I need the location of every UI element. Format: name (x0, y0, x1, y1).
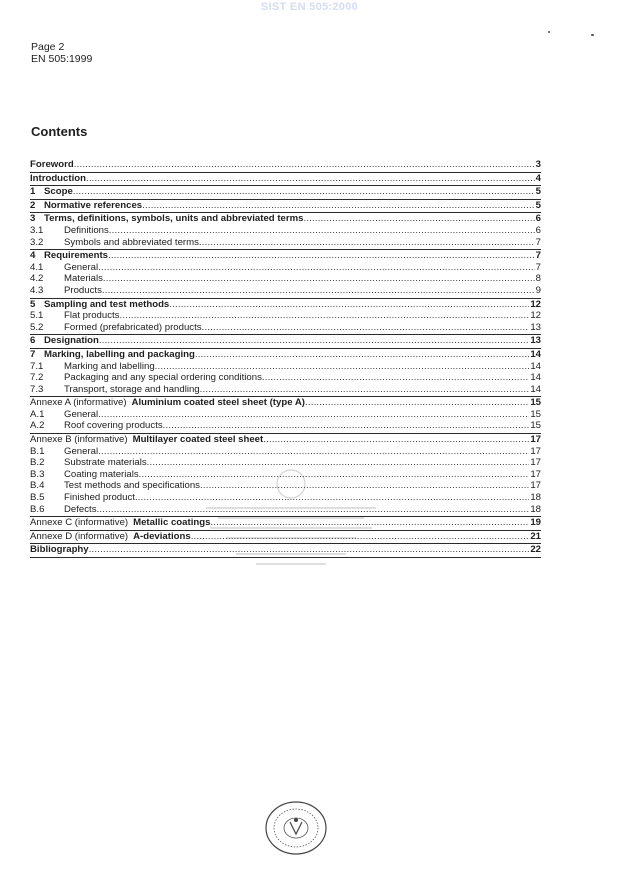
toc-entry-number: 2 (30, 199, 36, 211)
toc-page-number: 17 (530, 445, 541, 457)
toc-entry-number: B.4 (30, 480, 45, 492)
scan-speck (591, 34, 594, 36)
toc-dot-leader (200, 384, 530, 396)
toc-entry-number: 7.1 (30, 360, 44, 372)
toc-page-number: 14 (530, 372, 541, 384)
toc-entry[interactable] (30, 213, 541, 225)
toc-page-number: 5 (535, 199, 541, 211)
toc-page-number: 17 (530, 434, 541, 446)
toc-page-number: 7 (535, 236, 541, 248)
toc-entry-number: 4 (30, 250, 36, 262)
toc-page-number: 8 (535, 273, 541, 285)
faint-stamp-icon (196, 466, 386, 576)
toc-entry-title: Requirements (44, 250, 108, 262)
toc-entry[interactable] (30, 335, 541, 347)
toc-entry[interactable] (30, 446, 541, 458)
toc-entry-title: Normative references (44, 199, 143, 211)
toc-entry[interactable] (30, 420, 541, 432)
toc-dot-leader (86, 173, 535, 185)
document-reference: EN 505:1999 (31, 53, 93, 65)
toc-section (30, 159, 541, 173)
toc-dot-leader (262, 372, 529, 384)
toc-entry[interactable] (30, 397, 541, 409)
toc-entry-number: 3 (30, 213, 36, 225)
toc-page-number: 4 (535, 172, 541, 184)
toc-entry[interactable] (30, 372, 541, 384)
toc-page-number: 22 (530, 544, 541, 556)
toc-entry-title: Sampling and test methods (44, 298, 170, 310)
toc-annex-label: Annexe D (informative) (30, 530, 129, 542)
toc-entry-number: 1 (30, 186, 36, 198)
toc-dot-leader (98, 262, 535, 274)
toc-entry[interactable] (30, 186, 541, 198)
toc-page-number: 13 (530, 321, 541, 333)
toc-entry-number: 5 (30, 298, 36, 310)
seal-stamp-icon (264, 800, 328, 856)
toc-section (30, 349, 541, 397)
toc-dot-leader (305, 397, 529, 409)
toc-entry-title: Defects (64, 503, 97, 515)
toc-dot-leader (103, 273, 535, 285)
toc-entry-number: 7.2 (30, 372, 44, 384)
toc-entry-title: Substrate materials (64, 457, 147, 469)
toc-entry-title: Introduction (30, 172, 86, 184)
toc-entry-number: B.1 (30, 445, 45, 457)
toc-page-number: 12 (530, 310, 541, 322)
toc-entry[interactable] (30, 273, 541, 285)
toc-entry[interactable] (30, 285, 541, 297)
toc-dot-leader (98, 446, 529, 458)
scan-speck (548, 31, 550, 33)
toc-entry-title: A-deviations (133, 530, 191, 542)
toc-entry-number: 6 (30, 335, 36, 347)
toc-annex-label: Annexe A (informative) (30, 397, 127, 409)
toc-entry-title: General (64, 445, 99, 457)
toc-dot-leader (202, 322, 530, 334)
toc-entry-title: Marking, labelling and packaging (44, 348, 195, 360)
toc-dot-leader (169, 299, 529, 311)
toc-page-number: 5 (535, 186, 541, 198)
toc-entry-number: B.6 (30, 503, 45, 515)
toc-entry-title: Packaging and any special ordering conditions (64, 372, 262, 384)
page-reference (31, 41, 92, 65)
toc-page-number: 21 (530, 530, 541, 542)
toc-entry-number: A.1 (30, 408, 45, 420)
toc-entry[interactable] (30, 361, 541, 373)
document-watermark: SIST EN 505:2000 (260, 1, 359, 13)
toc-page-number: 17 (530, 480, 541, 492)
toc-page-number: 18 (530, 492, 541, 504)
toc-dot-leader (199, 237, 535, 249)
toc-entry-title: Materials (64, 273, 103, 285)
toc-entry-title: Terms, definitions, symbols, units and abbreviated terms (44, 213, 304, 225)
toc-page-number: 13 (530, 335, 541, 347)
toc-dot-leader (155, 361, 530, 373)
toc-page-number: 6 (535, 213, 541, 225)
toc-dot-leader (163, 420, 530, 432)
toc-entry-title: General (64, 408, 99, 420)
toc-entry-title: General (64, 261, 99, 273)
toc-section (30, 250, 541, 298)
toc-section (30, 213, 541, 250)
toc-entry[interactable] (30, 250, 541, 262)
toc-entry-title: Definitions (64, 224, 109, 236)
toc-entry-title: Metallic coatings (133, 517, 211, 529)
page-label: Page 2 (31, 41, 65, 53)
toc-entry[interactable] (30, 173, 541, 185)
toc-dot-leader (108, 250, 535, 262)
toc-page-number: 6 (535, 224, 541, 236)
toc-entry-title: Symbols and abbreviated terms (64, 236, 199, 248)
toc-page-number: 15 (530, 397, 541, 409)
toc-section (30, 335, 541, 349)
toc-section (30, 200, 541, 214)
toc-section (30, 397, 541, 434)
toc-entry[interactable] (30, 262, 541, 274)
toc-entry-title: Designation (44, 335, 99, 347)
toc-dot-leader (142, 200, 535, 212)
toc-entry[interactable] (30, 349, 541, 361)
toc-entry-title: Bibliography (30, 544, 89, 556)
toc-entry-title: Products (64, 284, 102, 296)
toc-entry[interactable] (30, 310, 541, 322)
toc-entry-title: Finished product (64, 492, 135, 504)
toc-page-number: 14 (530, 383, 541, 395)
toc-dot-leader (109, 225, 535, 237)
toc-entry-title: Flat products (64, 310, 120, 322)
toc-page-number: 7 (535, 250, 541, 262)
toc-entry-title: Scope (44, 186, 73, 198)
toc-entry-number: 4.2 (30, 273, 44, 285)
toc-entry-number: 4.3 (30, 284, 44, 296)
toc-page-number: 14 (530, 360, 541, 372)
toc-entry-title: Roof covering products (64, 420, 163, 432)
toc-entry-title: Coating materials (64, 468, 139, 480)
toc-section (30, 173, 541, 187)
toc-dot-leader (98, 409, 529, 421)
toc-dot-leader (73, 186, 535, 198)
toc-annex-label: Annexe C (informative) (30, 517, 129, 529)
toc-dot-leader (195, 349, 529, 361)
toc-entry-number: 5.2 (30, 321, 44, 333)
toc-entry[interactable] (30, 225, 541, 237)
toc-page-number: 14 (530, 348, 541, 360)
toc-entry-title: Marking and labelling (64, 360, 155, 372)
toc-dot-leader (74, 159, 535, 171)
toc-dot-leader (119, 310, 529, 322)
toc-page-number: 12 (530, 298, 541, 310)
toc-dot-leader (263, 434, 529, 446)
contents-heading: Contents (31, 124, 88, 139)
toc-entry-number: 4.1 (30, 261, 44, 273)
toc-section (30, 186, 541, 200)
toc-entry-title: Foreword (30, 159, 74, 170)
toc-dot-leader (303, 213, 534, 225)
toc-section (30, 299, 541, 336)
toc-entry[interactable] (30, 299, 541, 311)
toc-entry-title: Formed (prefabricated) products (64, 321, 202, 333)
toc-entry[interactable] (30, 159, 541, 171)
toc-entry-number: 3.1 (30, 224, 44, 236)
toc-page-number: 9 (535, 284, 541, 296)
toc-page-number: 7 (535, 261, 541, 273)
toc-entry-number: A.2 (30, 420, 45, 432)
toc-page-number: 15 (530, 420, 541, 432)
toc-dot-leader (102, 285, 535, 297)
toc-entry[interactable] (30, 434, 541, 446)
toc-entry-number: 3.2 (30, 236, 44, 248)
toc-entry-number: 7.3 (30, 383, 44, 395)
toc-entry[interactable] (30, 200, 541, 212)
toc-entry-title: Test methods and specifications (64, 480, 200, 492)
toc-page-number: 19 (530, 517, 541, 529)
toc-entry[interactable] (30, 237, 541, 249)
toc-entry-number: 7 (30, 348, 36, 360)
toc-dot-leader (99, 335, 529, 347)
toc-entry[interactable] (30, 409, 541, 421)
toc-entry[interactable] (30, 384, 541, 396)
toc-page-number: 15 (530, 408, 541, 420)
toc-page-number: 17 (530, 468, 541, 480)
toc-entry[interactable] (30, 322, 541, 334)
toc-entry-number: 5.1 (30, 310, 44, 322)
toc-entry-number: B.2 (30, 457, 45, 469)
toc-page-number: 18 (530, 503, 541, 515)
toc-entry-number: B.5 (30, 492, 45, 504)
toc-entry-title: Multilayer coated steel sheet (132, 434, 264, 446)
toc-page-number: 17 (530, 457, 541, 469)
toc-entry-title: Transport, storage and handling (64, 383, 200, 395)
toc-entry-title: Aluminium coated steel sheet (type A) (131, 397, 305, 409)
toc-entry-number: B.3 (30, 468, 45, 480)
toc-annex-label: Annexe B (informative) (30, 434, 128, 446)
toc-page-number: 3 (535, 159, 541, 170)
